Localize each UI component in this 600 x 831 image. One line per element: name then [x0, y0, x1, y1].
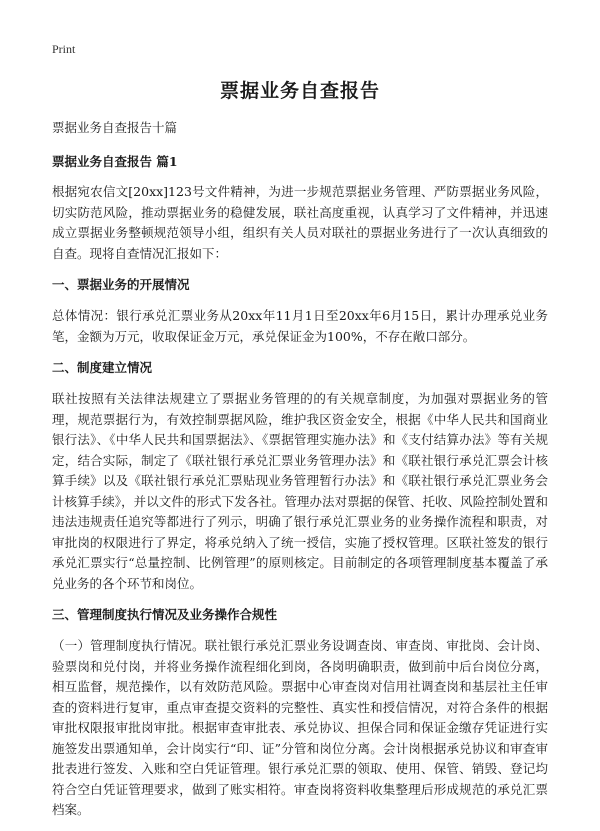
section-heading-2: 二、制度建立情况	[52, 360, 153, 375]
intro-paragraph: 根据宛农信文[20xx]123号文件精神，为进一步规范票据业务管理、严防票据业务风险，切实防范风险，推动票据业务的稳健发展，联社高度重视，认真学习了文件精神，并迅速成立票据业务整顿规范领导小组，组织有关人员对联社的票据业务进行了一次认真细致的自查。现将自查情况汇报如下：	[52, 184, 548, 261]
document-subtitle: 票据业务自查报告十篇	[52, 120, 178, 135]
section-heading-3: 三、管理制度执行情况及业务操作合规性	[52, 607, 278, 622]
document-title: 票据业务自查报告	[219, 80, 380, 102]
section-2-paragraph: 联社按照有关法律法规建立了票据业务管理的的有关规章制度，为加强对票据业务的管理，规范票据行为，有效控制票据风险，维护我区资金安全，根据《中华人民共和国商业银行法》、《中华人民共和国票据法》、《票据管理实施办法》和《支付结算办法》等有关规定，结合实际，制定了《联社银行承兑汇票业务管理办法》和《联社银行承兑汇票会计核算手续》以及《联社银行承兑汇票贴现业务管理暂行办法》和《联社银行承兑汇票业务会计核算手续》，并以文件的形式下发各社。管理办法对票据的保管、托收、风险控制处置和违法违规责任追究等都进行了列示，明确了银行承兑汇票业务的业务操作流程和职责，对审批岗的权限进行了界定，将承兑纳入了统一授信，实施了授权管理。区联社签发的银行承兑汇票实行“总量控制、比例管理”的原则核定。目前制定的各项管理制度基本覆盖了承兑业务的各个环节和岗位。	[52, 391, 548, 591]
document-body	[52, 118, 548, 831]
section-3-paragraph: （一）管理制度执行情况。联社银行承兑汇票业务设调查岗、审查岗、审批岗、会计岗、验票岗和兑付岗，并将业务操作流程细化到岗，各岗明确职责，做到前中后台岗位分离，相互监督，规范操作，以有效防范风险。票据中心审查岗对信用社调查岗和基层社主任审查的资料进行复审，重点审查提交资料的完整性、真实性和授信情况，对符合条件的根据审批权限报审批岗审批。根据审查审批表、承兑协议、担保合同和保证金缴存凭证进行实施签发出票通知单，会计岗实行“印、证”分管和岗位分离。会计岗根据承兑协议和审查审批表进行签发、入账和空白凭证管理。银行承兑汇票的领取、使用、保管、销毁、登记均符合空白凭证管理要求，做到了账实相符。审查岗将资料收集整理后形成规范的承兑汇票档案。	[52, 638, 548, 817]
print-label: Print	[52, 42, 76, 56]
section-heading-1: 一、票据业务的开展情况	[52, 277, 190, 292]
article-heading: 票据业务自查报告 篇1	[52, 154, 178, 169]
section-1-paragraph: 总体情况：银行承兑汇票业务从20xx年11月1日至20xx年6月15日，累计办理承兑业务笔，金额为万元，收取保证金万元，承兑保证金为100%，不存在敞口部分。	[52, 308, 548, 344]
